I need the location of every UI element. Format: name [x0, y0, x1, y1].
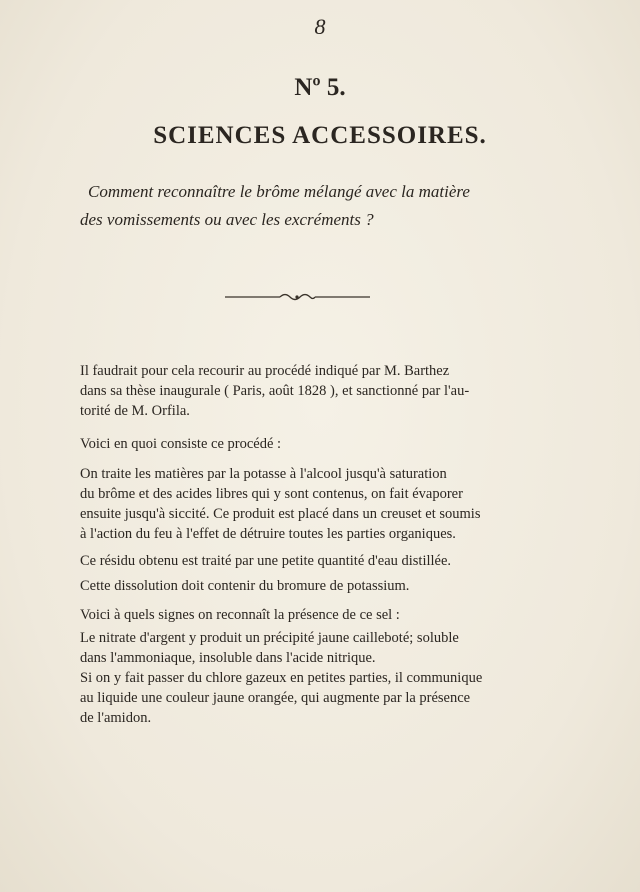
text-line: du brôme et des acides libres qui y sont contenus, on fait évaporer: [80, 486, 463, 502]
question-line: des vomissements ou avec les excréments ?: [80, 210, 374, 229]
section-number: Nº 5.: [294, 74, 346, 101]
paragraph: [80, 576, 530, 596]
text-line: Ce résidu obtenu est traité par une petite quantité d'eau distillée.: [80, 553, 452, 569]
page-folio: 8: [314, 14, 326, 39]
text-line: dans l'ammoniaque, insoluble dans l'acide nitrique.: [80, 650, 376, 666]
text-line: Voici à quels signes on reconnaît la présence de ce sel :: [80, 607, 400, 623]
question-heading: [80, 178, 560, 234]
text-line: au liquide une couleur jaune orangée, qui augmente par la présence: [80, 690, 471, 706]
paragraph: [80, 434, 530, 454]
text-line: ensuite jusqu'à siccité. Ce produit est placé dans un creuset et soumis: [80, 506, 481, 522]
question-line: Comment reconnaître le brôme mélangé avec la matière: [88, 182, 470, 201]
section-title: SCIENCES ACCESSOIRES.: [153, 122, 487, 149]
paragraph: [80, 361, 530, 421]
text-line: Il faudrait pour cela recourir au procédé indiqué par M. Barthez: [80, 363, 450, 379]
ornament-divider: [225, 291, 370, 303]
text-line: dans sa thèse inaugurale ( Paris, août 1828 ), et sanctionné par l'au-: [80, 383, 470, 399]
text-line: On traite les matières par la potasse à l'alcool jusqu'à saturation: [80, 466, 447, 482]
paragraph: [80, 628, 530, 668]
text-line: Voici en quoi consiste ce procédé :: [80, 436, 282, 452]
text-line: torité de M. Orfila.: [80, 403, 190, 419]
paragraph: [80, 551, 530, 571]
paragraph: [80, 464, 530, 544]
paragraph: [80, 605, 530, 625]
text-line: Si on y fait passer du chlore gazeux en petites parties, il communique: [80, 670, 483, 686]
text-line: à l'action du feu à l'effet de détruire toutes les parties organiques.: [80, 526, 456, 542]
text-line: Le nitrate d'argent y produit un précipité jaune cailleboté; soluble: [80, 630, 459, 646]
paragraph: [80, 668, 530, 728]
text-line: Cette dissolution doit contenir du bromure de potassium.: [80, 578, 410, 594]
text-line: de l'amidon.: [80, 710, 152, 726]
